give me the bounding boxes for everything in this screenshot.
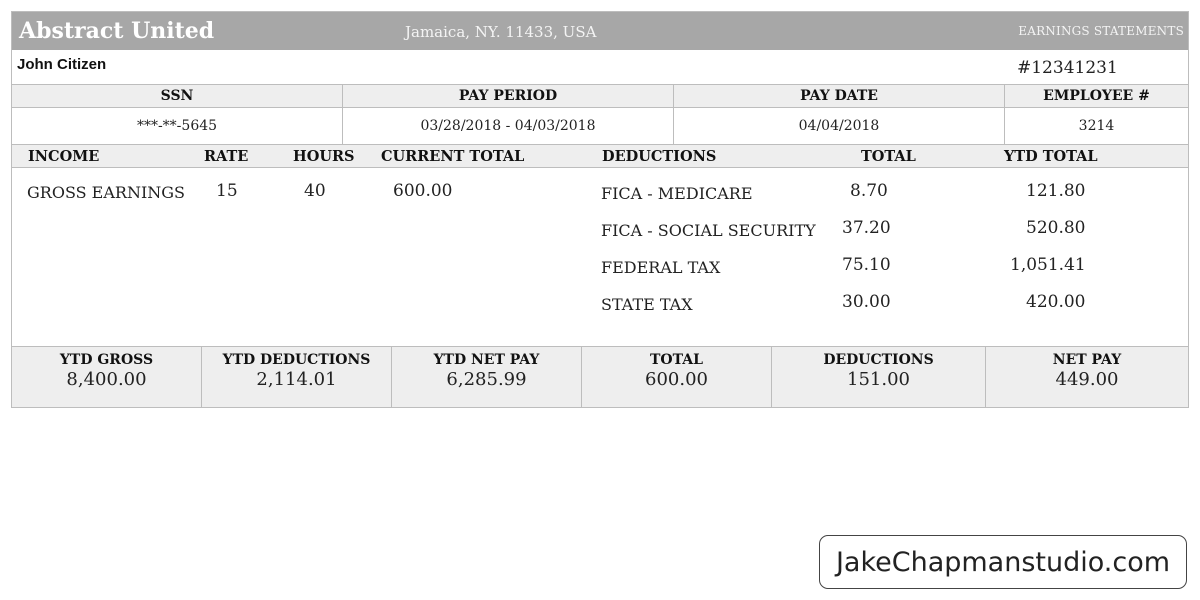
deduction-name: STATE TAX bbox=[601, 295, 693, 314]
ytd-total-header: YTD TOTAL bbox=[1004, 148, 1098, 165]
deductions-value: 151.00 bbox=[847, 369, 910, 390]
pay-date-header: PAY DATE bbox=[674, 84, 1005, 107]
ssn-header: SSN bbox=[12, 84, 343, 107]
watermark-badge bbox=[819, 535, 1187, 589]
total-cell bbox=[582, 347, 772, 407]
ytd-deductions-label: YTD DEDUCTIONS bbox=[222, 352, 371, 368]
rate-header: RATE bbox=[204, 148, 249, 165]
deduction-ytd: 1,051.41 bbox=[1010, 255, 1086, 275]
deduction-name: FICA - MEDICARE bbox=[601, 184, 753, 203]
pay-period-header: PAY PERIOD bbox=[343, 84, 674, 107]
current-total-value: 600.00 bbox=[393, 181, 453, 201]
deduction-name: FEDERAL TAX bbox=[601, 258, 721, 277]
deductions-label: DEDUCTIONS bbox=[823, 352, 934, 368]
statement-number: #12341231 bbox=[1017, 58, 1118, 78]
pay-period-value: 03/28/2018 - 04/03/2018 bbox=[343, 107, 674, 144]
earnings-body bbox=[12, 168, 1188, 346]
deduction-ytd: 520.80 bbox=[1026, 218, 1086, 238]
total-value: 600.00 bbox=[645, 369, 708, 390]
rate-value: 15 bbox=[216, 181, 238, 201]
ytd-gross-label: YTD GROSS bbox=[59, 352, 154, 368]
deductions-header: DEDUCTIONS bbox=[602, 148, 717, 165]
gross-earnings-label: GROSS EARNINGS bbox=[27, 183, 186, 202]
total-label: TOTAL bbox=[650, 352, 703, 368]
deductions-cell bbox=[772, 347, 986, 407]
ytd-deductions-value: 2,114.01 bbox=[256, 369, 337, 390]
net-pay-cell bbox=[986, 347, 1188, 407]
totals-row bbox=[12, 346, 1188, 407]
hours-value: 40 bbox=[304, 181, 326, 201]
deduction-ytd: 420.00 bbox=[1026, 292, 1086, 312]
ytd-gross-cell bbox=[12, 347, 202, 407]
employee-number-value: 3214 bbox=[1005, 107, 1188, 144]
hours-header: HOURS bbox=[293, 148, 355, 165]
total-header: TOTAL bbox=[861, 148, 916, 165]
deduction-name: FICA - SOCIAL SECURITY bbox=[601, 221, 816, 240]
deduction-total: 8.70 bbox=[850, 181, 888, 201]
ssn-value: ***-**-5645 bbox=[12, 107, 343, 144]
ytd-gross-value: 8,400.00 bbox=[66, 369, 147, 390]
ytd-net-pay-value: 6,285.99 bbox=[446, 369, 527, 390]
current-total-header: CURRENT TOTAL bbox=[381, 148, 525, 165]
watermark-text: JakeChapmanstudio.com bbox=[835, 546, 1171, 578]
deduction-total: 37.20 bbox=[842, 218, 891, 238]
employee-name: John Citizen bbox=[17, 56, 107, 73]
earnings-statement bbox=[11, 11, 1189, 408]
company-address: Jamaica, NY. 11433, USA bbox=[405, 23, 597, 41]
pay-date-value: 04/04/2018 bbox=[674, 107, 1005, 144]
deduction-total: 75.10 bbox=[842, 255, 891, 275]
net-pay-value: 449.00 bbox=[1055, 369, 1119, 390]
employee-number-header: EMPLOYEE # bbox=[1005, 84, 1188, 107]
employee-info-table bbox=[12, 84, 1188, 144]
earnings-header-row bbox=[12, 144, 1188, 168]
employee-row bbox=[12, 50, 1188, 84]
ytd-net-pay-label: YTD NET PAY bbox=[433, 352, 540, 368]
deduction-total: 30.00 bbox=[842, 292, 891, 312]
deduction-ytd: 121.80 bbox=[1026, 181, 1086, 201]
ytd-net-pay-cell bbox=[392, 347, 582, 407]
net-pay-label: NET PAY bbox=[1052, 352, 1122, 368]
statement-header bbox=[12, 12, 1188, 50]
document-title: EARNINGS STATEMENTS bbox=[1018, 24, 1184, 38]
ytd-deductions-cell bbox=[202, 347, 392, 407]
income-header: INCOME bbox=[28, 148, 100, 165]
company-name: Abstract United bbox=[19, 18, 215, 44]
